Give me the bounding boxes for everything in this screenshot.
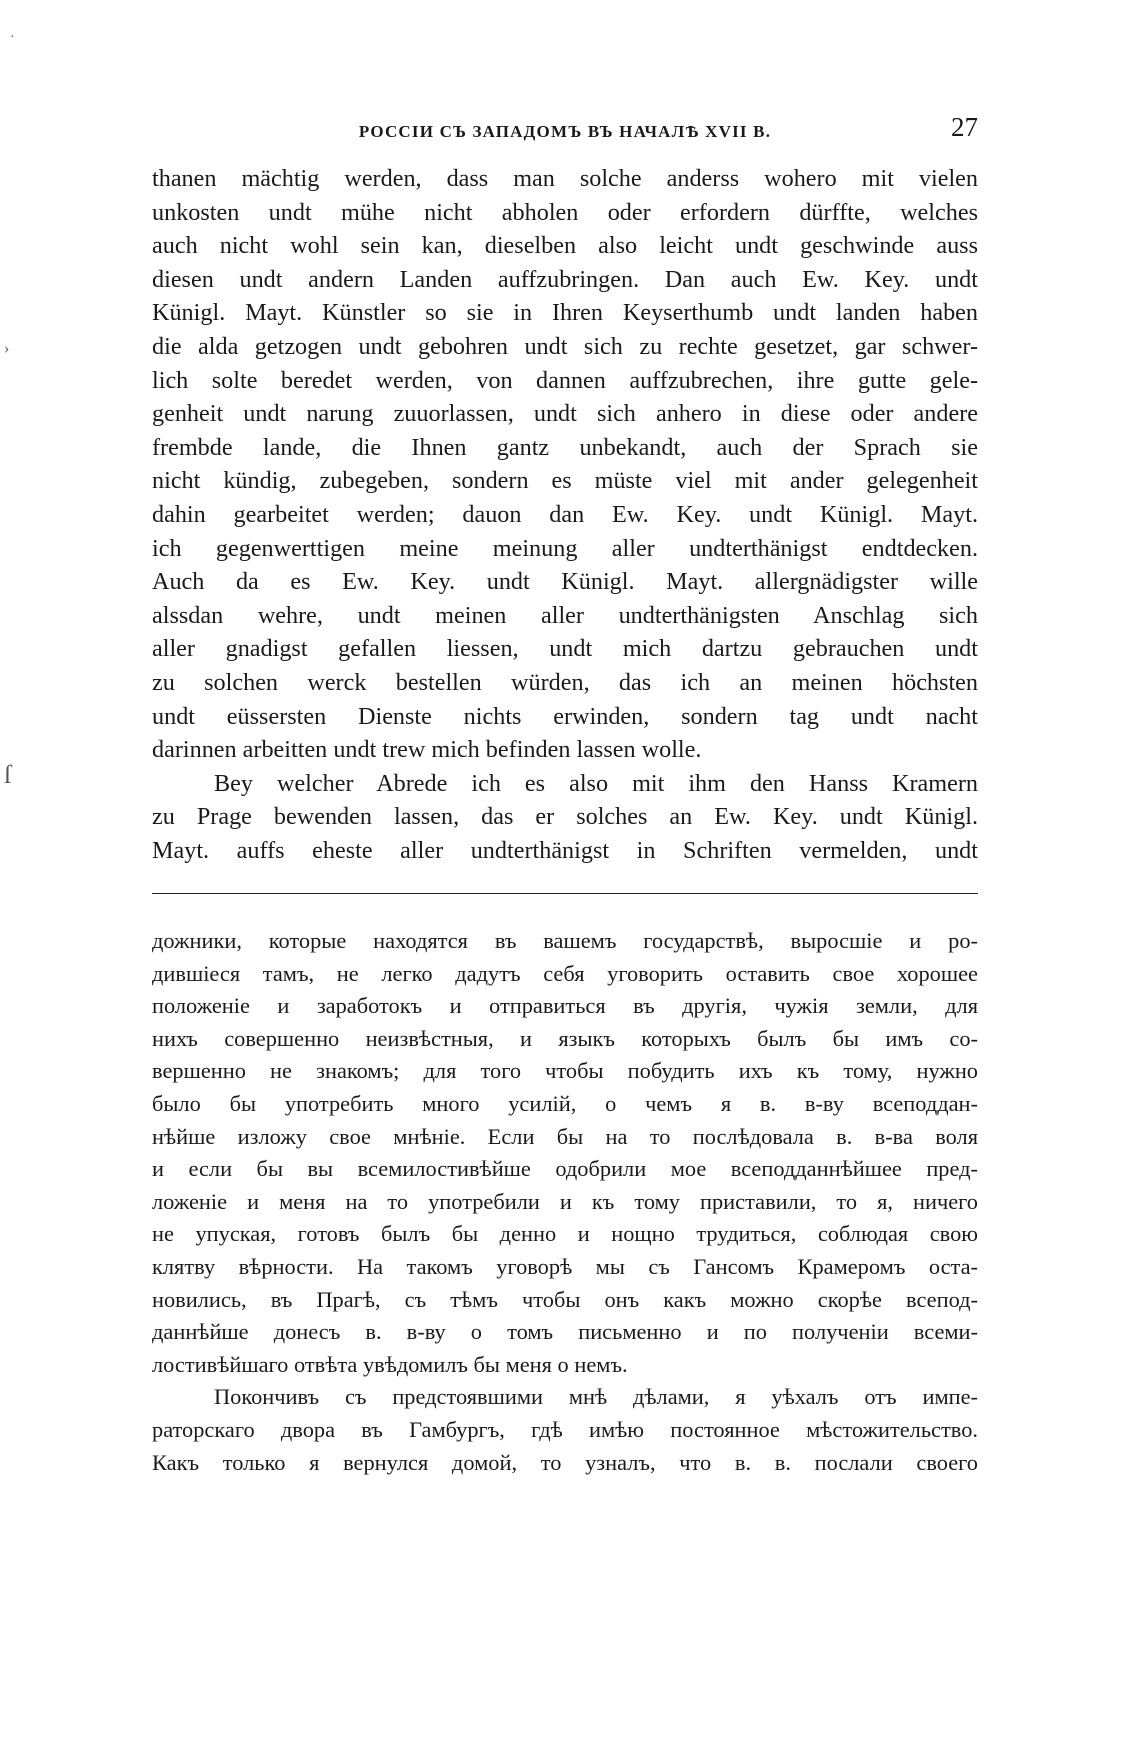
text-line: undt eüssersten Dienste nichts erwinden, sondern tag undt nacht — [152, 702, 978, 730]
divider-rule — [152, 893, 978, 894]
text-line: нѣйше изложу свое мнѣніе. Если бы на то послѣдовала в. в-ва воля — [152, 1123, 978, 1149]
russian-translation — [152, 925, 978, 1479]
text-line: Какъ только я вернулся домой, то узналъ, что в. в. послали своего — [152, 1449, 978, 1475]
russian-paragraph — [152, 1381, 978, 1479]
text-line: dahin gearbeitet werden; dauon dan Ew. Key. undt Künigl. Mayt. — [152, 500, 978, 528]
text-line: Bey welcher Abrede ich es also mit ihm den Hanss Kramern — [214, 769, 978, 797]
text-line: genheit undt narung zuuorlassen, undt sich anhero in diese oder andere — [152, 400, 978, 428]
running-title: РОССІИ СЪ ЗАПАДОМЪ ВЪ НАЧАЛѢ XVII В. — [358, 122, 772, 141]
text-line: не упуская, готовъ былъ бы денно и нощно трудиться, соблюдая свою — [152, 1221, 978, 1247]
text-line: ложеніе и меня на то употребили и къ тому приставили, то я, ничего — [152, 1188, 978, 1214]
text-line: frembde lande, die Ihnen gantz unbekandt, auch der Sprach sie — [152, 433, 978, 461]
text-line: lich solte beredet werden, von dannen auffzubrechen, ihre gutte gele- — [152, 366, 978, 394]
margin-mark: · — [10, 30, 15, 45]
running-head — [152, 112, 978, 152]
text-line: darinnen arbeitten undt trew mich befinden lassen wolle. — [152, 736, 702, 764]
text-line: клятву вѣрности. На такомъ уговорѣ мы съ Гансомъ Крамеромъ оста- — [152, 1253, 978, 1279]
text-line: diesen undt andern Landen auffzubringen. Dan auch Ew. Key. undt — [152, 265, 978, 293]
margin-mark: › — [4, 340, 10, 357]
german-paragraph — [152, 162, 978, 767]
text-line: новились, въ Прагѣ, съ тѣмъ чтобы онъ какъ можно скорѣе всепод- — [152, 1286, 978, 1312]
text-line: zu Prage bewenden lassen, das er solches an Ew. Key. undt Künigl. — [152, 803, 978, 831]
german-quotation — [152, 162, 978, 867]
text-line: и если бы вы всемилостивѣйше одобрили мое всеподданнѣйшее пред- — [152, 1156, 978, 1182]
text-line: положеніе и заработокъ и отправиться въ другія, чужія земли, для — [152, 993, 978, 1019]
text-line: Покончивъ съ предстоявшими мнѣ дѣлами, я уѣхалъ отъ импе- — [214, 1384, 978, 1410]
text-line: даннѣйше донесъ в. в-ву о томъ письменно и по полученіи всеми- — [152, 1319, 978, 1345]
text-line: aller gnadigst gefallen liessen, undt mich dartzu gebrauchen undt — [152, 635, 978, 663]
text-line: Künigl. Mayt. Künstler so sie in Ihren Keyserthumb undt landen haben — [152, 299, 978, 327]
text-line: alssdan wehre, undt meinen aller undterthänigsten Anschlag sich — [152, 601, 978, 629]
text-line: nicht kündig, zubegeben, sondern es müste viel mit ander gelegenheit — [152, 467, 978, 495]
text-line: дившіеся тамъ, не легко дадутъ себя уговорить оставить свое хорошее — [152, 960, 978, 986]
text-line: Auch da es Ew. Key. undt Künigl. Mayt. allergnädigster wille — [152, 568, 978, 596]
german-paragraph — [152, 767, 978, 868]
text-line: раторскаго двора въ Гамбургъ, гдѣ имѣю постоянное мѣстожительство. — [152, 1416, 978, 1442]
text-line: unkosten undt mühe nicht abholen oder erfordern dürffte, welches — [152, 198, 978, 226]
text-line: было бы употребить много усилій, о чемъ я в. в-ву всеподдан- — [152, 1090, 978, 1116]
text-line: thanen mächtig werden, dass man solche anderss wohero mit vielen — [152, 165, 978, 192]
text-line: дожники, которые находятся въ вашемъ государствѣ, выросшіе и ро- — [152, 928, 978, 953]
text-line: zu solchen werck bestellen würden, das ich an meinen höchsten — [152, 668, 978, 696]
text-line: лостивѣйшаго отвѣта увѣдомилъ бы меня о немъ. — [152, 1351, 628, 1377]
text-line: auch nicht wohl sein kan, dieselben also leicht undt geschwinde auss — [152, 232, 978, 260]
text-line: ich gegenwerttigen meine meinung aller undterthänigst endtdecken. — [152, 534, 978, 562]
page-number: 27 — [951, 112, 978, 142]
text-line: вершенно не знакомъ; для того чтобы побудить ихъ къ тому, нужно — [152, 1058, 978, 1084]
text-line: Mayt. auffs eheste aller undterthänigst in Schriften vermelden, undt — [152, 836, 978, 864]
text-line: die alda getzogen undt gebohren undt sich zu rechte gesetzet, gar schwer- — [152, 332, 978, 360]
text-line: нихъ совершенно неизвѣстныя, и языкъ которыхъ былъ бы имъ со- — [152, 1025, 978, 1051]
russian-paragraph — [152, 925, 978, 1381]
margin-mark: ſ — [4, 760, 12, 789]
